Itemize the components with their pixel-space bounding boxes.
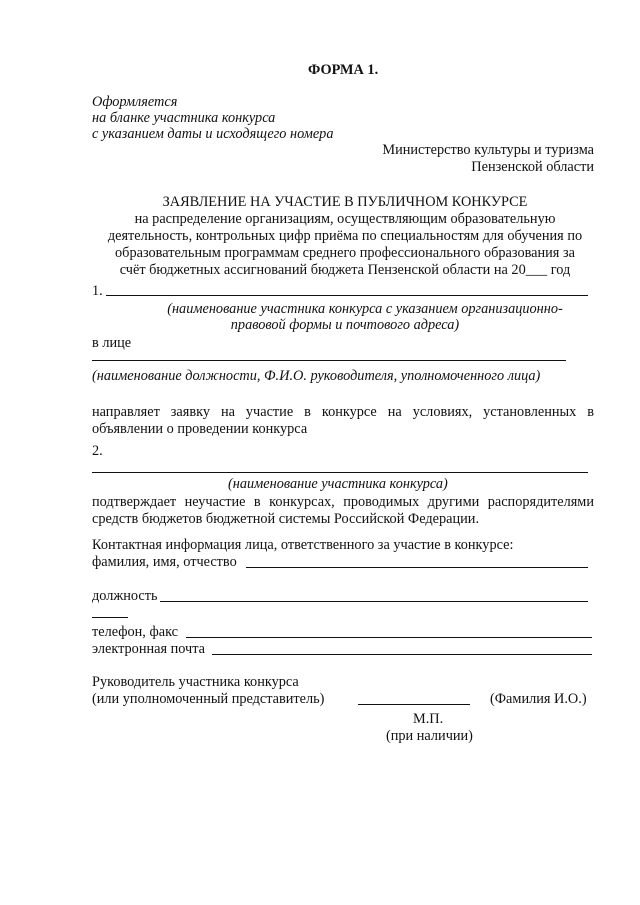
seal-note: (при наличии) <box>386 728 473 744</box>
signature-field[interactable] <box>358 704 470 705</box>
in-person-hint: (наименование должности, Ф.И.О. руководителя, уполномоченного лица) <box>92 368 541 384</box>
note-line-2: на бланке участника конкурса <box>92 110 276 126</box>
signature-line-1: Руководитель участника конкурса <box>92 674 299 690</box>
phone-label: телефон, факс <box>92 624 179 640</box>
email-field[interactable] <box>212 654 592 655</box>
subtitle-line-4: счёт бюджетных ассигнований бюджета Пензенской области на 20___ год <box>119 262 571 278</box>
item2-statement-line-1: подтверждает неучастие в конкурсах, проводимых другими распорядителями <box>92 494 594 510</box>
in-person-line[interactable] <box>92 360 566 361</box>
item2-number: 2. <box>92 443 103 459</box>
item1-hint-line-1: (наименование участника конкурса с указанием организационно- <box>167 301 563 317</box>
statement1-line-1: направляет заявку на участие в конкурсе на условиях, установленных в <box>92 404 594 420</box>
statement1-line-2: объявлении о проведении конкурса <box>92 421 308 437</box>
note-line-3: с указанием даты и исходящего номера <box>92 126 334 142</box>
email-label: электронная почта <box>92 641 206 657</box>
signature-line-2: (или уполномоченный представитель) <box>92 691 325 707</box>
item2-participant-line[interactable] <box>92 472 588 473</box>
position-field[interactable] <box>160 601 588 602</box>
document-title: ЗАЯВЛЕНИЕ НА УЧАСТИЕ В ПУБЛИЧНОМ КОНКУРСЕ <box>162 194 528 210</box>
item1-participant-line[interactable] <box>106 295 588 296</box>
item1-hint-line-2: правовой формы и почтового адреса) <box>230 317 460 333</box>
subtitle-line-2: деятельность, контрольных цифр приёма по специальностям для обучения по <box>107 228 583 244</box>
item2-hint: (наименование участника конкурса) <box>228 476 448 492</box>
seal-label: М.П. <box>413 711 444 727</box>
subtitle-line-3: образовательным программам среднего профессионального образования за <box>115 245 575 261</box>
in-person-label: в лице <box>92 335 132 351</box>
item1-number: 1. <box>92 283 103 299</box>
position-field-continuation[interactable] <box>92 617 128 618</box>
note-line-1: Оформляется <box>92 94 178 110</box>
subtitle-line-1: на распределение организациям, осуществляющим образовательную <box>134 211 556 227</box>
fio-label: фамилия, имя, отчество <box>92 554 237 570</box>
form-label: ФОРМА 1. <box>308 62 379 78</box>
position-label: должность <box>92 588 158 604</box>
name-hint: (Фамилия И.О.) <box>490 691 587 707</box>
addressee-line-1: Министерство культуры и туризма <box>382 142 594 158</box>
addressee-line-2: Пензенской области <box>471 159 594 175</box>
fio-field[interactable] <box>246 567 588 568</box>
phone-field[interactable] <box>186 637 592 638</box>
contact-heading: Контактная информация лица, ответственного за участие в конкурсе: <box>92 537 514 553</box>
item2-statement-line-2: средств бюджетов бюджетной системы Российской Федерации. <box>92 511 480 527</box>
